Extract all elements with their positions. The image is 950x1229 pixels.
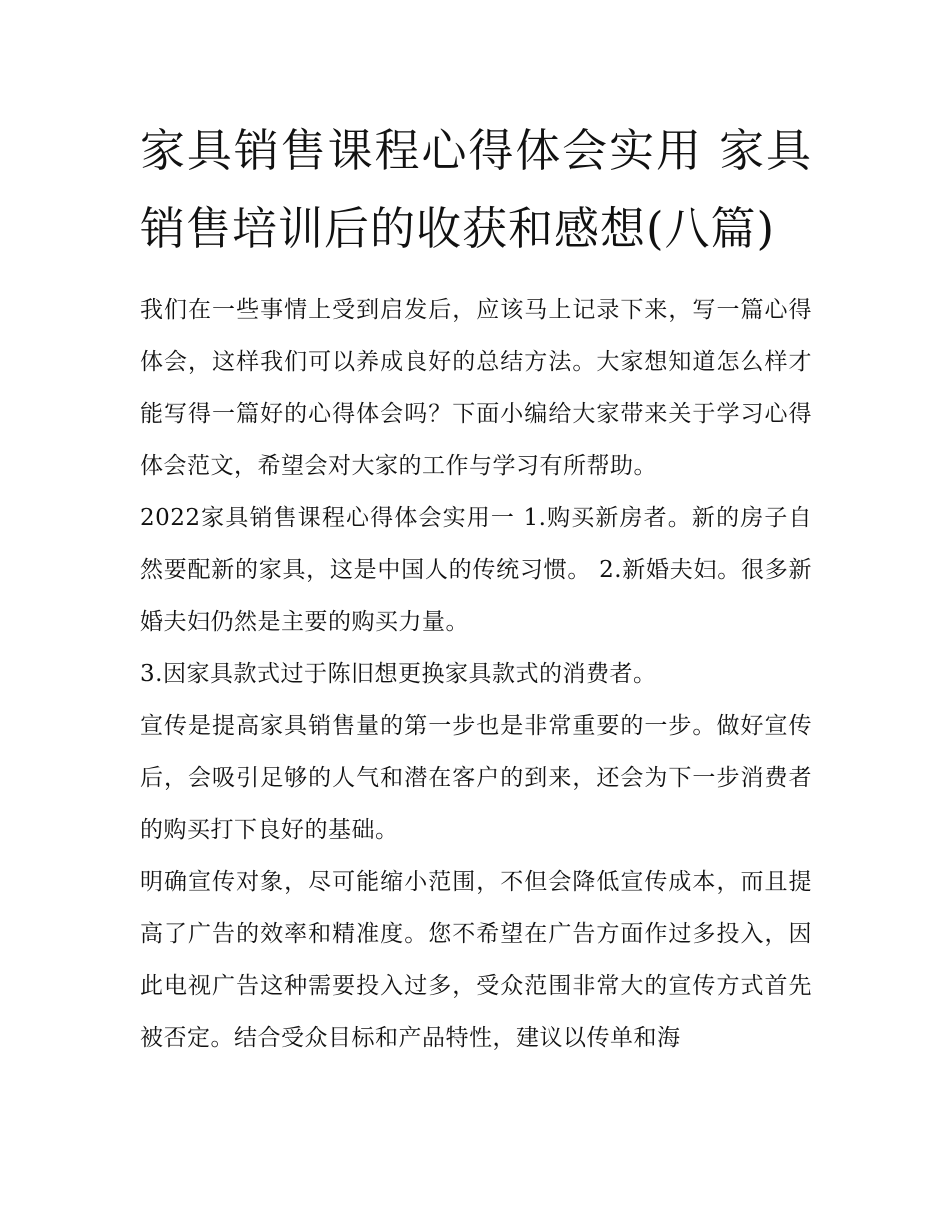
document-title: 家具销售课程心得体会实用 家具销售培训后的收获和感想(八篇)	[140, 124, 812, 255]
paragraph-intro: 我们在一些事情上受到启发后，应该马上记录下来，写一篇心得体会，这样我们可以养成良好的总结方法。大家想知道怎么样才能写得一篇好的心得体会吗？下面小编给大家带来关于学习心得体会范文，希望会对大家的工作与学习有所帮助。	[140, 297, 812, 479]
document-body	[140, 284, 812, 1064]
document-page	[140, 112, 812, 1064]
paragraph-target: 明确宣传对象，尽可能缩小范围，不但会降低宣传成本，而且提高了广告的效率和精准度。您不希望在广告方面作过多投入，因此电视广告这种需要投入过多，受众范围非常大的宣传方式首先被否定。结合受众目标和产品特性，建议以传单和海	[140, 869, 812, 1051]
paragraph-buyers: 2022家具销售课程心得体会实用一 1.购买新房者。新的房子自然要配新的家具，这是中国人的传统习惯。 2.新婚夫妇。很多新婚夫妇仍然是主要的购买力量。	[140, 505, 812, 635]
paragraph-promotion: 宣传是提高家具销售量的第一步也是非常重要的一步。做好宣传后，会吸引足够的人气和潜在客户的到来，还会为下一步消费者的购买打下良好的基础。	[140, 713, 812, 843]
paragraph-style-change: 3.因家具款式过于陈旧想更换家具款式的消费者。	[140, 661, 657, 687]
